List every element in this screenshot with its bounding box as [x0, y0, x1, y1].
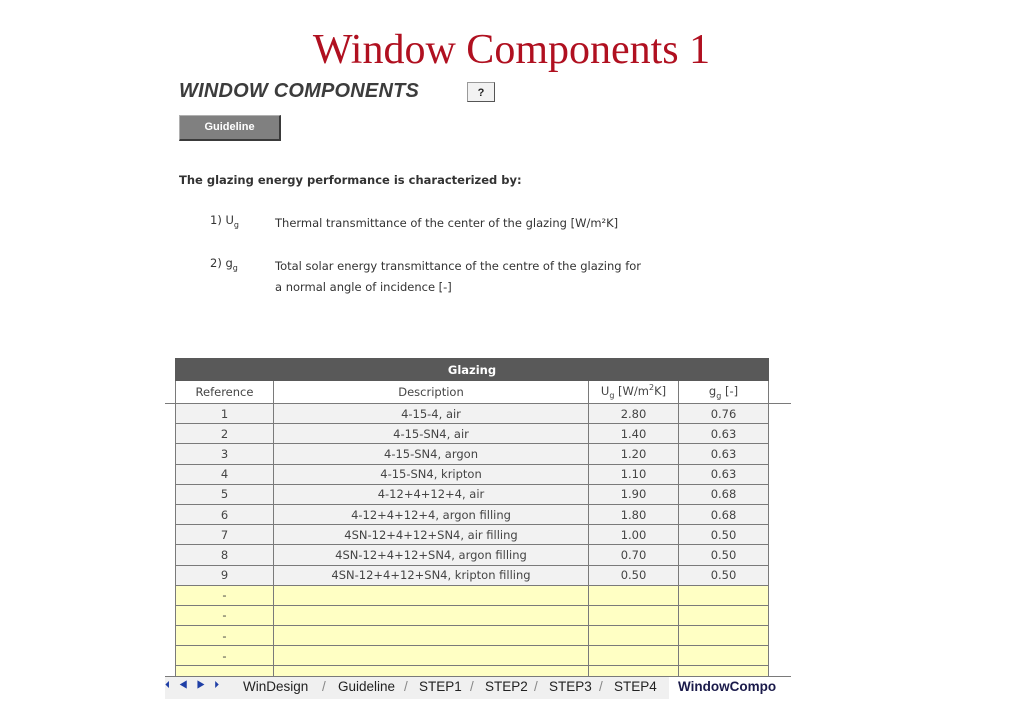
- glazing-group-header: Glazing: [176, 359, 769, 381]
- cell-description[interactable]: 4-15-SN4, kripton: [274, 464, 589, 484]
- table-row: [176, 424, 769, 444]
- intro-text: The glazing energy performance is characterized by:: [179, 173, 522, 187]
- property-number: 1) $U_g$: [210, 213, 239, 230]
- cell-ug[interactable]: [589, 626, 679, 646]
- cell-reference[interactable]: 3: [176, 444, 274, 464]
- tab-separator: /: [322, 679, 326, 694]
- sheet-tab-step3[interactable]: STEP3: [549, 679, 592, 694]
- guideline-button[interactable]: Guideline: [179, 115, 281, 141]
- sheet-heading: WINDOW COMPONENTS: [179, 80, 420, 102]
- sheet-tab-windesign[interactable]: WinDesign: [243, 679, 309, 694]
- table-row-empty: [176, 626, 769, 646]
- cell-reference[interactable]: 9: [176, 565, 274, 585]
- cell-ug[interactable]: [589, 605, 679, 625]
- table-row: [176, 464, 769, 484]
- column-header-ug[interactable]: $U_g$ $[W/m^2K]$: [589, 381, 679, 404]
- cell-ug[interactable]: 2.80: [589, 404, 679, 424]
- cell-gg[interactable]: 0.63: [679, 464, 769, 484]
- cell-description[interactable]: [274, 605, 589, 625]
- cell-gg[interactable]: 0.68: [679, 504, 769, 524]
- cell-ug[interactable]: 1.10: [589, 464, 679, 484]
- cell-reference[interactable]: -: [176, 646, 274, 666]
- cell-ug[interactable]: [589, 585, 679, 605]
- sheet-tab-step1[interactable]: STEP1: [419, 679, 462, 694]
- cell-reference[interactable]: 4: [176, 464, 274, 484]
- cell-description[interactable]: 4-12+4+12+4, air: [274, 484, 589, 504]
- glazing-table: [175, 358, 769, 687]
- cell-reference[interactable]: 2: [176, 424, 274, 444]
- sheet-tab-step4[interactable]: STEP4: [614, 679, 657, 694]
- cell-ug[interactable]: 1.00: [589, 525, 679, 545]
- cell-gg[interactable]: [679, 646, 769, 666]
- cell-ug[interactable]: 1.40: [589, 424, 679, 444]
- table-row: [176, 444, 769, 464]
- cell-reference[interactable]: -: [176, 626, 274, 646]
- cell-description[interactable]: 4SN-12+4+12+SN4, kripton filling: [274, 565, 589, 585]
- cell-gg[interactable]: 0.76: [679, 404, 769, 424]
- tab-separator: /: [404, 679, 408, 694]
- table-row: [176, 504, 769, 524]
- sheet-nav-arrows-icon[interactable]: ⏴ ◀ ▶ ⏵: [165, 680, 223, 691]
- table-row-empty: [176, 605, 769, 625]
- cell-description[interactable]: 4SN-12+4+12+SN4, argon filling: [274, 545, 589, 565]
- table-row-empty: [176, 646, 769, 666]
- sheet-tab-step2[interactable]: STEP2: [485, 679, 528, 694]
- cell-gg[interactable]: 0.63: [679, 444, 769, 464]
- cell-ug[interactable]: 1.90: [589, 484, 679, 504]
- table-row: [176, 565, 769, 585]
- column-header-reference[interactable]: Reference: [176, 381, 274, 404]
- tab-separator: /: [534, 679, 538, 694]
- table-row: [176, 545, 769, 565]
- cell-reference[interactable]: 7: [176, 525, 274, 545]
- cell-description[interactable]: 4-15-SN4, argon: [274, 444, 589, 464]
- help-button[interactable]: ?: [467, 82, 495, 102]
- tab-separator: /: [470, 679, 474, 694]
- cell-description[interactable]: [274, 626, 589, 646]
- cell-gg[interactable]: 0.50: [679, 545, 769, 565]
- tab-separator: /: [599, 679, 603, 694]
- table-row-empty: [176, 585, 769, 605]
- cell-description[interactable]: [274, 646, 589, 666]
- cell-gg[interactable]: [679, 626, 769, 646]
- cell-gg[interactable]: 0.68: [679, 484, 769, 504]
- slide-title: Window Components 1: [312, 27, 711, 73]
- cell-description[interactable]: 4-12+4+12+4, argon filling: [274, 504, 589, 524]
- property-number: 2) $g_g$: [210, 256, 238, 273]
- property-description: Thermal transmittance of the center of the glazing [W/m²K]: [275, 216, 619, 230]
- cell-gg[interactable]: [679, 585, 769, 605]
- cell-reference[interactable]: -: [176, 585, 274, 605]
- cell-reference[interactable]: 1: [176, 404, 274, 424]
- cell-description[interactable]: [274, 585, 589, 605]
- cell-gg[interactable]: 0.63: [679, 424, 769, 444]
- cell-ug[interactable]: 1.80: [589, 504, 679, 524]
- column-header-description[interactable]: Description: [274, 381, 589, 404]
- table-row: [176, 484, 769, 504]
- sheet-tab-windowcomponents[interactable]: WindowCompo: [678, 679, 777, 694]
- cell-reference[interactable]: -: [176, 605, 274, 625]
- cell-description[interactable]: 4-15-SN4, air: [274, 424, 589, 444]
- sheet-tab-bar: [165, 676, 791, 699]
- cell-ug[interactable]: 0.50: [589, 565, 679, 585]
- cell-reference[interactable]: 8: [176, 545, 274, 565]
- cell-ug[interactable]: 0.70: [589, 545, 679, 565]
- cell-reference[interactable]: 5: [176, 484, 274, 504]
- cell-gg[interactable]: 0.50: [679, 525, 769, 545]
- table-header-row: [176, 381, 769, 404]
- cell-description[interactable]: 4SN-12+4+12+SN4, air filling: [274, 525, 589, 545]
- cell-description[interactable]: 4-15-4, air: [274, 404, 589, 424]
- cell-ug[interactable]: [589, 646, 679, 666]
- cell-gg[interactable]: [679, 605, 769, 625]
- cell-reference[interactable]: 6: [176, 504, 274, 524]
- cell-ug[interactable]: 1.20: [589, 444, 679, 464]
- property-description: Total solar energy transmittance of the centre of the glazing for a normal angle of incidence [-]: [275, 259, 642, 294]
- cell-gg[interactable]: 0.50: [679, 565, 769, 585]
- table-row: [176, 525, 769, 545]
- table-row: [176, 404, 769, 424]
- glazing-table-wrapper: [175, 358, 768, 687]
- column-header-gg[interactable]: $g_g$ [-]: [679, 381, 769, 404]
- sheet-tab-guideline[interactable]: Guideline: [338, 679, 396, 694]
